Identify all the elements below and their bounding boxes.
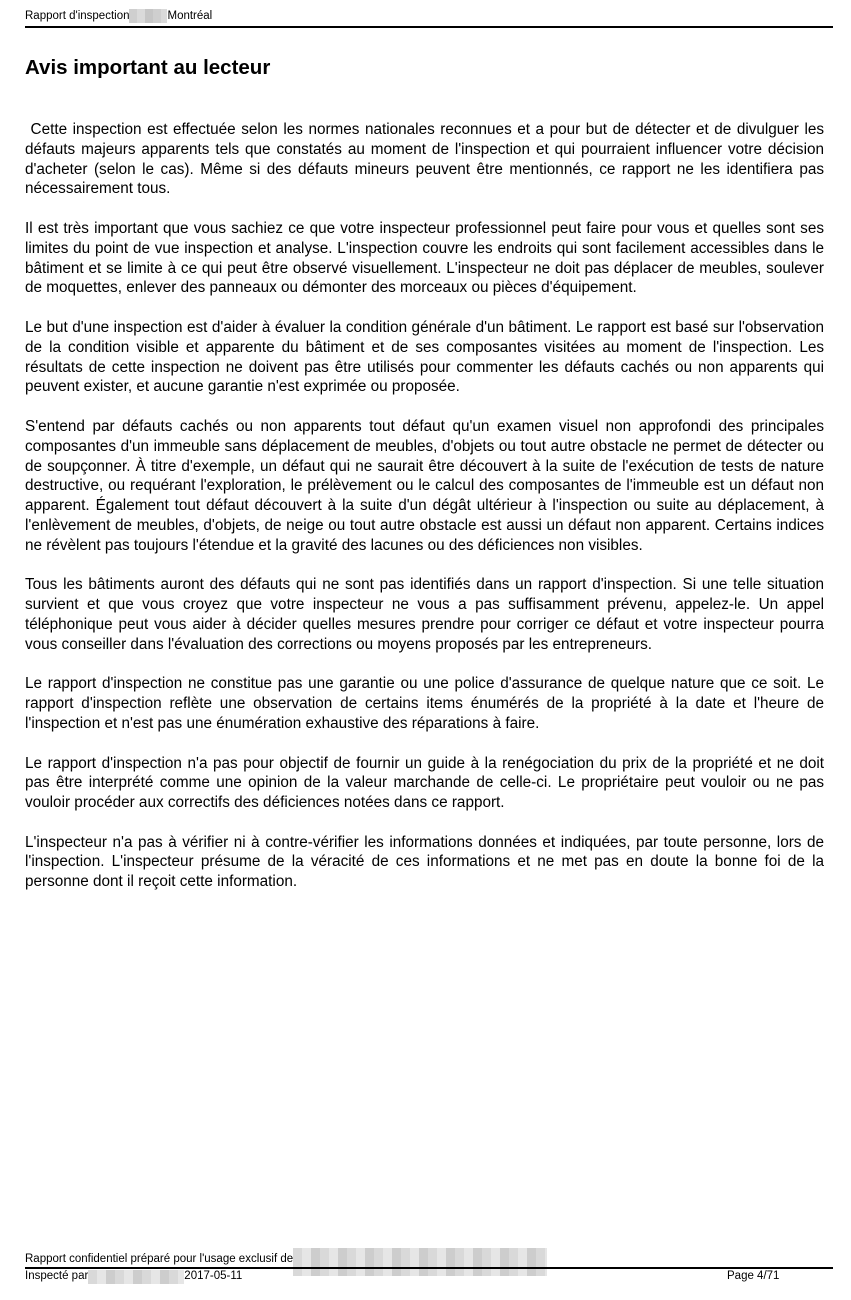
- header-city: Montréal: [167, 10, 213, 22]
- page-title: Avis important au lecteur: [25, 56, 271, 79]
- page-header: [25, 8, 833, 28]
- footer-date: 2017-05-11: [184, 1270, 243, 1282]
- paragraph: L'inspecteur n'a pas à vérifier ni à contre-vérifier les informations données et indiquées, par toute personne, lors de l'inspection. L'inspecteur présume de la véracité de ces informations et ne met pas en doute la bonne foi de la personne dont il reçoit cette information.: [25, 833, 824, 891]
- footer-confidential-label: Rapport confidentiel préparé pour l'usage exclusif de: [25, 1253, 294, 1265]
- paragraph: Tous les bâtiments auront des défauts qui ne sont pas identifiés dans un rapport d'inspection. Si une telle situation survient et que vous croyez que votre inspecteur ne vous a pas suffisamment prévenu, appelez-le. Un appel téléphonique peut vous aider à décider quelles mesures prendre pour corriger ce défaut et votre inspecteur pourra vous conseiller dans l'évaluation des corrections ou moyens proposés par les entrepreneurs.: [25, 576, 824, 653]
- notice-body: [25, 120, 829, 912]
- paragraph: Le rapport d'inspection ne constitue pas une garantie ou une police d'assurance de quelque nature que ce soit. Le rapport d'inspection reflète une observation de certains items énumérés de la propriété à la date et l'heure de l'inspection et n'est pas une énumération exhaustive des réparations à faire.: [25, 675, 824, 732]
- footer-inspection-line: [25, 1269, 833, 1284]
- header-report-label: Rapport d'inspection: [25, 10, 130, 22]
- paragraph: Le rapport d'inspection n'a pas pour objectif de fournir un guide à la renégociation du prix de la propriété et ne doit pas être interprété comme une opinion de la valeur marchande de celle-ci. Le propriétaire peut vouloir ou ne pas vouloir procéder aux correctifs des déficiences notées dans ce rapport.: [25, 754, 824, 812]
- paragraph: S'entend par défauts cachés ou non apparents tout défaut qu'un examen visuel non approfondi des principales composantes d'un immeuble sans déplacement de meubles, d'objets ou tout autre obstacle ne permet de détecter ou de soupçonner. À titre d'exemple, un défaut qui ne saurait être découvert à la suite de l'exécution de tests de nature destructive, ou requérant l'exploration, le prélèvement ou le calcul des composantes de l'immeuble est un défaut non apparent. Également tout défaut découvert à la suite d'un dégât ultérieur à l'inspection ou suite au déplacement, à l'enlèvement de meubles, d'objets, de neige ou tout autre obstacle est aussi un défaut non apparent. Certains indices ne révèlent pas toujours l'étendue et la gravité des lacunes ou des déficiences non visibles.: [25, 417, 824, 554]
- footer-inspected-label: Inspecté par: [25, 1270, 89, 1282]
- redacted-inspector-block: [88, 1270, 184, 1284]
- page-number: Page 4/71: [727, 1270, 780, 1282]
- paragraph: Il est très important que vous sachiez ce que votre inspecteur professionnel peut faire pour vous et quelles sont ses limites du point de vue inspection et analyse. L'inspection couvre les endroits qui sont facilement accessibles dans le bâtiment et se limite à ce qui peut être observé visuellement. L'inspecteur ne doit pas déplacer de meubles, soulever de moquettes, enlever des panneaux ou démonter des morceaux ou pièces d'équipement.: [25, 219, 824, 297]
- paragraph: Cette inspection est effectuée selon les normes nationales reconnues et a pour but de détecter et de divulguer les défauts majeurs apparents tels que constatés au moment de l'inspection et qui pourraient influencer votre décision d'acheter (selon le cas). Même si des défauts mineurs peuvent être mentionnés, ce rapport ne les identifiera pas nécessairement tous.: [25, 121, 829, 198]
- paragraph: Le but d'une inspection est d'aider à évaluer la condition générale d'un bâtiment. Le rapport est basé sur l'observation de la condition visible et apparente du bâtiment et de ses composantes visitées au moment de l'inspection. Les résultats de cette inspection ne doivent pas être utilisés pour commenter les défauts cachés ou non apparents qui peuvent exister, et aucune garantie n'est exprimée ou proposée.: [25, 318, 824, 396]
- redacted-name-block: [129, 9, 167, 23]
